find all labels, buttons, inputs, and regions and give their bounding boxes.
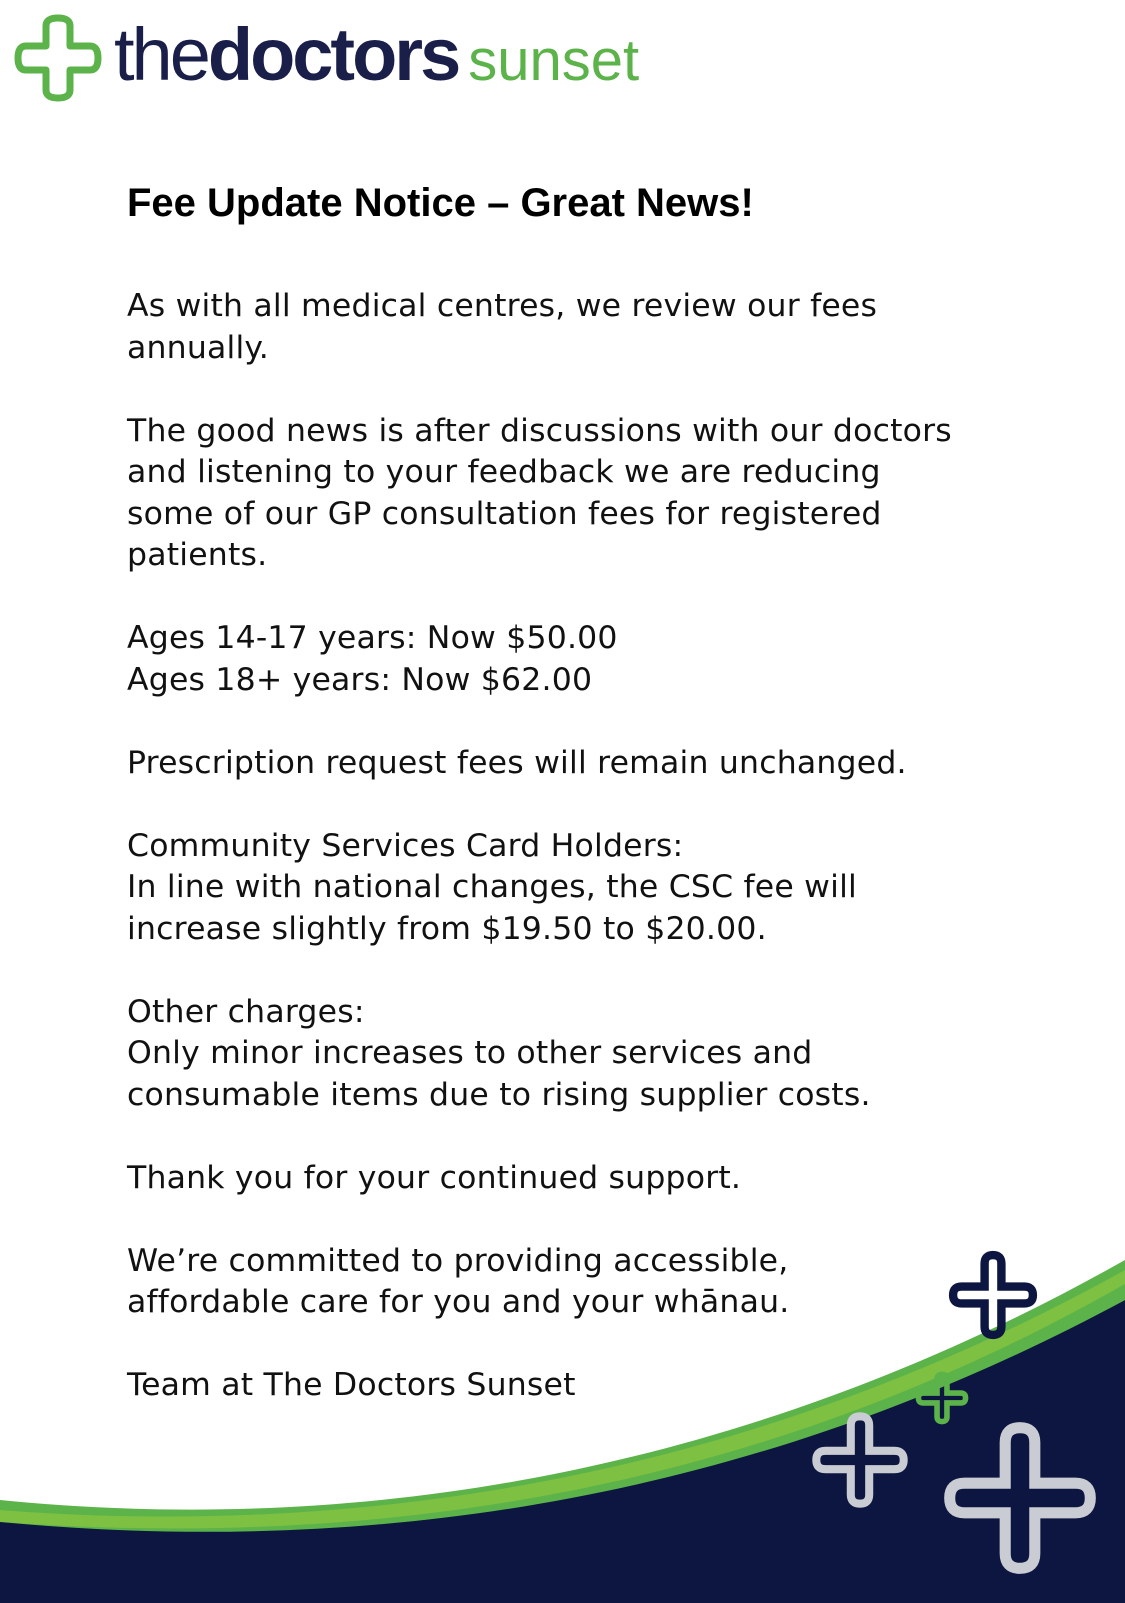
brand-wordmark <box>114 12 639 97</box>
signoff-line: Team at The Doctors Sunset <box>127 1367 576 1403</box>
csc-line: In line with national changes, the CSC fee will <box>127 869 857 905</box>
prescription-paragraph <box>127 743 987 785</box>
csc-heading: Community Services Card Holders: <box>127 827 684 864</box>
prescription-line: Prescription request fees will remain unchanged. <box>127 744 907 781</box>
csc-line: increase slightly from $19.50 to $20.00. <box>127 910 767 947</box>
good-news-line: The good news is after discussions with our doctors <box>127 412 952 449</box>
intro-line: As with all medical centres, we review our fees <box>127 288 878 324</box>
other-charges-line: Only minor increases to other services and <box>127 1035 813 1071</box>
wordmark-doctors: doctors <box>207 13 459 96</box>
fee-line-14-17: Ages 14-17 years: Now $50.00 <box>127 620 618 656</box>
commitment-line: affordable care for you and your whānau. <box>127 1284 790 1320</box>
wordmark-sunset: sunset <box>468 28 640 93</box>
csc-paragraph <box>127 826 987 951</box>
medical-cross-icon <box>12 12 104 104</box>
good-news-line: patients. <box>127 537 268 573</box>
other-charges-line: consumable items due to rising supplier costs. <box>127 1076 871 1113</box>
commitment-line: We’re committed to providing accessible, <box>127 1242 789 1279</box>
thanks-paragraph <box>127 1158 987 1200</box>
wordmark-the: the <box>114 13 208 96</box>
other-charges-heading: Other charges: <box>127 993 365 1030</box>
footer-wave-graphic <box>0 1240 1125 1603</box>
good-news-paragraph <box>127 411 987 577</box>
thanks-line: Thank you for your continued support. <box>127 1159 742 1196</box>
good-news-line: and listening to your feedback we are reducing <box>127 454 881 490</box>
intro-line: annually. <box>127 329 269 366</box>
brand-logo <box>12 10 732 110</box>
other-charges-paragraph <box>127 992 987 1117</box>
notice-title: Fee Update Notice – Great News! <box>127 181 754 225</box>
good-news-line: some of our GP consultation fees for registered <box>127 495 882 532</box>
fees-paragraph <box>127 618 987 701</box>
intro-paragraph <box>127 286 987 369</box>
fee-line-18-plus: Ages 18+ years: Now $62.00 <box>127 661 593 698</box>
